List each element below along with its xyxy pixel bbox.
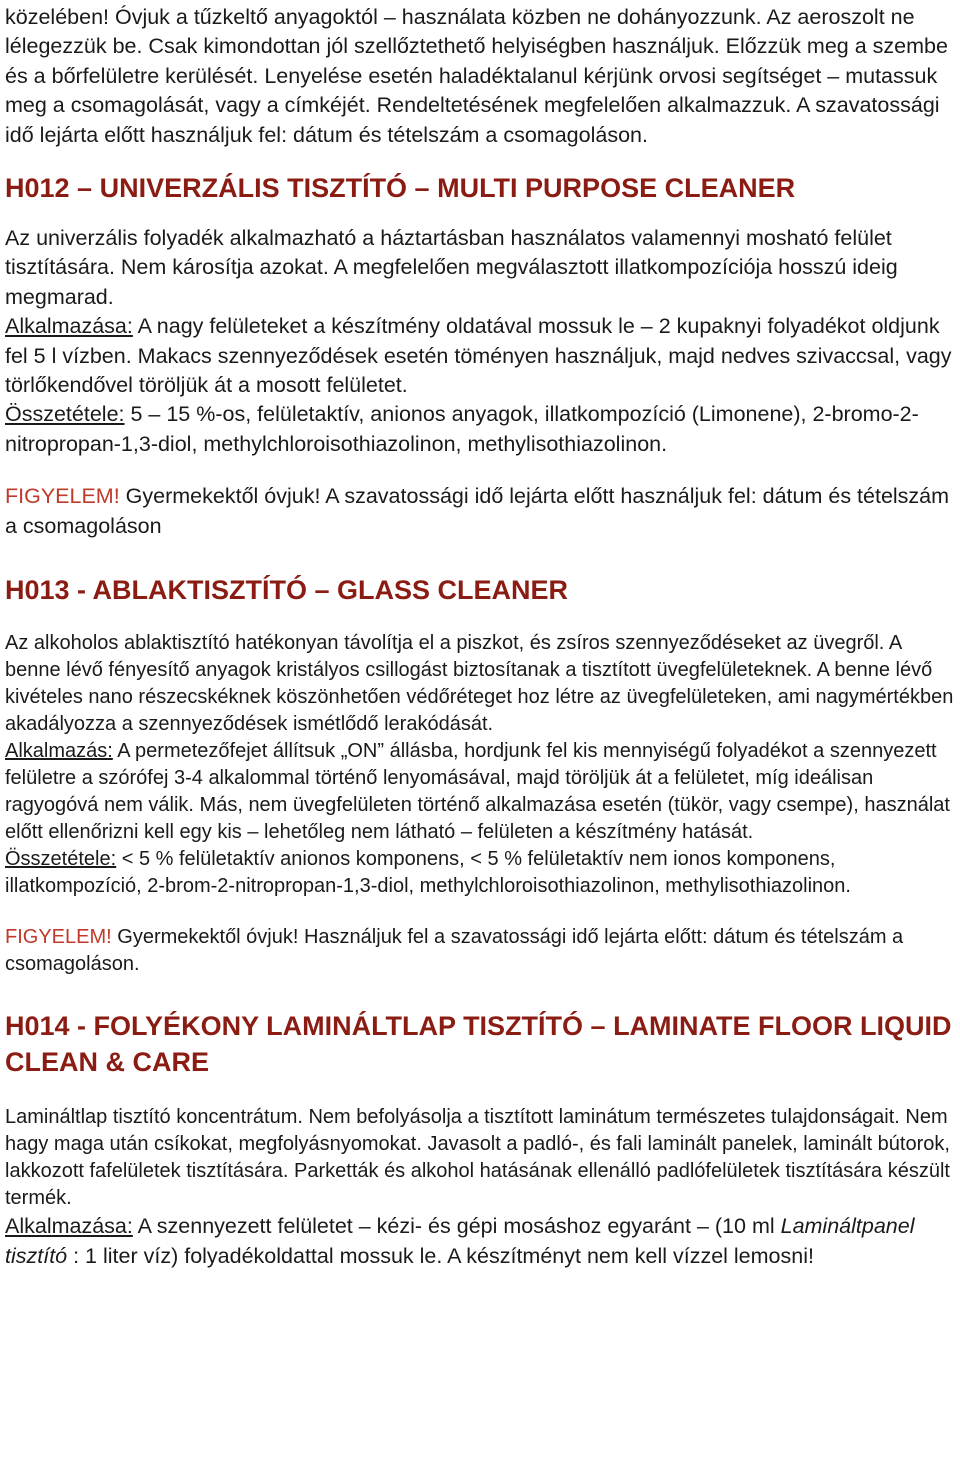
h014-usage-text-2: : 1 liter víz) folyadékoldattal mossuk le. A készítményt nem kell vízzel lemosni! [67, 1243, 814, 1268]
document-page [5, 0, 957, 1271]
h013-usage-label: Alkalmazás: [5, 740, 113, 763]
h013-heading: H013 - ABLAKTISZTÍTÓ – GLASS CLEANER [5, 575, 569, 606]
h013-usage-text: A permetezőfejet állítsuk „ON” állásba, hordjunk fel kis mennyiségű folyadékot a szennyezett felületre a szórófej 3-4 alkalommal történő lenyomásával, majd töröljük át a felületet, míg ideálisan ragyogóvá nem válik. Más, nem üvegfelületen történő alkalmazása esetén (tükör, vagy csempe), használat előtt ellenőrizni kell egy kis – lehetőleg nem látható – felületen a készítmény hatását. [5, 740, 950, 844]
h012-composition [5, 400, 957, 459]
h012-usage-text: A nagy felületeket a készítmény oldatával mossuk le – 2 kupaknyi folyadékot oldjunk fel 5 l vízben. Makacs szennyeződések esetén töményen használjuk, majd nedves szivaccsal, vagy törlőkendővel töröljük át a mosott felületet. [5, 314, 952, 398]
h014-heading: H014 - FOLYÉKONY LAMINÁLTLAP TISZTÍTÓ – LAMINATE FLOOR LIQUID CLEAN & CARE [5, 1011, 952, 1078]
h012-description: Az univerzális folyadék alkalmazható a háztartásban használatos valamennyi mosható felület tisztítására. Nem károsítja azokat. A megfelelően megválasztott illatkompozíciója hosszú ideig megmarad. [5, 226, 898, 309]
h014-usage [5, 1212, 957, 1271]
h013-warning-label: FIGYELEM! [5, 926, 112, 949]
h012-heading: H012 – UNIVERZÁLIS TISZTÍTÓ – MULTI PURPOSE CLEANER [5, 173, 796, 204]
h013-composition-text: < 5 % felületaktív anionos komponens, < 5 % felületaktív nem ionos komponens, illatkompozíció, 2-brom-2-nitropropan-1,3-diol, methylchloroisothiazolinon, methylisothiazolinon. [5, 848, 851, 898]
h012-usage-label: Alkalmazása: [5, 314, 133, 339]
h012-warning-label: FIGYELEM! [5, 484, 120, 509]
h012-usage [5, 312, 957, 400]
h013-warning [5, 924, 957, 978]
h014-description: Lamináltlap tisztító koncentrátum. Nem befolyásolja a tisztított laminátum természetes tulajdonságait. Nem hagy maga után csíkokat, megfolyásnyomokat. Javasolt a padló-, és fali laminált panelek, laminált bútorok, lakkozott fafelületek tisztítására. Parketták és alkohol hatásának ellenálló padlófelületek tisztítására készült termék. [5, 1106, 950, 1210]
h013-composition [5, 846, 957, 900]
h013-description: Az alkoholos ablaktisztító hatékonyan távolítja el a piszkot, és zsíros szennyeződéseket az üvegről. A benne lévő fényesítő anyagok kristályos csillogást biztosítanak a tisztított üvegfelületeknek. A benne lévő kivételes nano részecskéknek köszönhetően védőréteget hoz létre az üvegfelületeken, ami nagymértékben akadályozza a szennyeződések ismétlődő lerakódását. [5, 632, 954, 736]
h013-warning-text: Gyermekektől óvjuk! Használjuk fel a szavatossági idő lejárta előtt: dátum és tételszám a csomagoláson. [5, 926, 904, 976]
intro-paragraph: közelében! Óvjuk a tűzkeltő anyagoktól – használata közben ne dohányozzunk. Az aeroszolt ne lélegezzük be. Csak kimondottan jól szellőztethető helyiségben használjuk. Előzzük meg a szembe és a bőrfelületre kerülését. Lenyelése esetén haladéktalanul kérjünk orvosi segítséget – mutassuk meg a csomagolását, vagy a címkéjét. Rendeltetésének megfelelően alkalmazzuk. A szavatossági idő lejárta előtt használjuk fel: dátum és tételszám a csomagoláson. [5, 5, 948, 147]
h012-warning [5, 482, 957, 541]
h014-usage-text-1: A szennyezett felületet – kézi- és gépi mosáshoz egyaránt – (10 ml [132, 1214, 781, 1239]
h012-composition-text: 5 – 15 %-os, felületaktív, anionos anyagok, illatkompozíció (Limonene), 2-bromo-2-nitropropan-1,3-diol, methylchloroisothiazolinon, methylisothiazolinon. [5, 402, 919, 456]
h012-warning-text: Gyermekektől óvjuk! A szavatossági idő lejárta előtt használjuk fel: dátum és tételszám a csomagoláson [5, 484, 950, 538]
h013-usage [5, 738, 957, 846]
h014-usage-label: Alkalmazása: [5, 1214, 133, 1239]
h014-usage-italic: Lamináltpanel tisztító [5, 1214, 915, 1268]
h012-composition-label: Összetétele: [5, 402, 125, 427]
h013-composition-label: Összetétele: [5, 848, 117, 871]
